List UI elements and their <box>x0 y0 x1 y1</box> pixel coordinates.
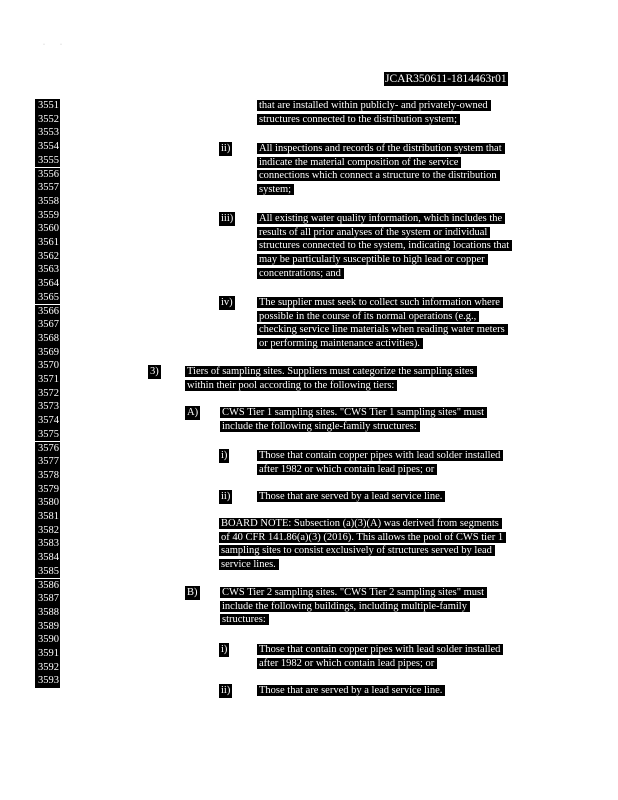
document-id-header: JCAR350611-1814463r01 <box>385 73 507 85</box>
text-line: system; <box>257 184 294 195</box>
text-line: Those that contain copper pipes with lead solder installed <box>257 450 503 461</box>
text-line: include the following single-family structures: <box>220 421 420 432</box>
text-line: CWS Tier 1 sampling sites. "CWS Tier 1 sampling sites" must <box>220 407 487 418</box>
board-note-block <box>219 517 506 572</box>
item-label-iv: iv) <box>221 297 233 308</box>
text-line: All existing water quality information, which includes the <box>257 213 505 224</box>
text-line: The supplier must seek to collect such information where <box>257 297 503 308</box>
line-number: 3583 <box>35 537 60 551</box>
text-line: connections which connect a structure to the distribution <box>257 170 500 181</box>
text-line: include the following buildings, including multiple-family <box>220 601 470 612</box>
text-block-6 <box>257 449 503 476</box>
line-number: 3556 <box>35 168 60 182</box>
text-block-10 <box>257 643 503 670</box>
line-number: 3582 <box>35 524 60 538</box>
line-number: 3561 <box>35 236 60 250</box>
line-number: 3553 <box>35 126 60 140</box>
line-number: 3577 <box>35 455 60 469</box>
text-block-4 <box>185 365 477 392</box>
item-label-ii-c: ii) <box>221 685 231 696</box>
line-number: 3559 <box>35 209 60 223</box>
text-block-11 <box>257 684 445 698</box>
line-number: 3585 <box>35 565 60 579</box>
line-number: 3575 <box>35 428 60 442</box>
text-line: within their pool according to the following tiers: <box>185 380 397 391</box>
item-label-ii: ii) <box>221 143 231 154</box>
line-number: 3586 <box>35 579 60 593</box>
item-label-ii-b: ii) <box>221 491 231 502</box>
item-label-B: B) <box>187 587 198 598</box>
text-line: CWS Tier 2 sampling sites. "CWS Tier 2 sampling sites" must <box>220 587 487 598</box>
text-block-0 <box>257 99 491 126</box>
line-number: 3563 <box>35 263 60 277</box>
text-line: sampling sites to consist exclusively of structures served by lead <box>219 545 495 556</box>
text-line: indicate the material composition of the service <box>257 157 461 168</box>
text-line: structures: <box>220 614 269 625</box>
text-line: Those that are served by a lead service line. <box>257 491 445 502</box>
line-number: 3572 <box>35 387 60 401</box>
text-line: that are installed within publicly- and privately-owned <box>257 100 491 111</box>
line-number: 3568 <box>35 332 60 346</box>
item-label-i-b: i) <box>221 644 228 655</box>
item-label-A: A) <box>187 407 199 418</box>
text-line: checking service line materials when reading water meters <box>257 324 508 335</box>
line-number: 3557 <box>35 181 60 195</box>
text-line: structures connected to the system, indicating locations that <box>257 240 512 251</box>
line-number: 3566 <box>35 305 60 319</box>
line-number: 3589 <box>35 620 60 634</box>
text-line: after 1982 or which contain lead pipes; or <box>257 464 437 475</box>
text-block-1 <box>257 142 505 197</box>
item-label-i: i) <box>221 450 228 461</box>
text-line: service lines. <box>219 559 279 570</box>
line-number: 3584 <box>35 551 60 565</box>
text-line: results of all prior analyses of the system or individual <box>257 227 490 238</box>
scan-speckle: · · <box>43 42 62 48</box>
line-number: 3591 <box>35 647 60 661</box>
text-block-7 <box>257 490 445 504</box>
line-number: 3593 <box>35 674 60 688</box>
line-number: 3578 <box>35 469 60 483</box>
item-label-iii: iii) <box>221 213 234 224</box>
line-number: 3558 <box>35 195 60 209</box>
line-number: 3570 <box>35 359 60 373</box>
text-block-5 <box>220 406 487 433</box>
text-line: concentrations; and <box>257 268 344 279</box>
line-number: 3571 <box>35 373 60 387</box>
text-line: Those that contain copper pipes with lead solder installed <box>257 644 503 655</box>
line-number: 3592 <box>35 661 60 675</box>
line-number: 3555 <box>35 154 60 168</box>
line-number: 3567 <box>35 318 60 332</box>
text-line: Tiers of sampling sites. Suppliers must categorize the sampling sites <box>185 366 477 377</box>
line-number: 3560 <box>35 222 60 236</box>
line-number: 3576 <box>35 442 60 456</box>
text-block-3 <box>257 296 508 351</box>
line-number: 3565 <box>35 291 60 305</box>
text-line: structures connected to the distribution system; <box>257 114 460 125</box>
line-number: 3569 <box>35 346 60 360</box>
line-number: 3588 <box>35 606 60 620</box>
line-number: 3552 <box>35 113 60 127</box>
text-block-9 <box>220 586 487 627</box>
text-line: after 1982 or which contain lead pipes; or <box>257 658 437 669</box>
line-number: 3554 <box>35 140 60 154</box>
line-number: 3574 <box>35 414 60 428</box>
text-line: may be particularly susceptible to high lead or copper <box>257 254 488 265</box>
line-number: 3564 <box>35 277 60 291</box>
text-line: Those that are served by a lead service line. <box>257 685 445 696</box>
line-number: 3562 <box>35 250 60 264</box>
line-number: 3579 <box>35 483 60 497</box>
line-number: 3551 <box>35 99 60 113</box>
text-block-2 <box>257 212 512 281</box>
text-line: All inspections and records of the distribution system that <box>257 143 505 154</box>
text-line: or performing maintenance activities). <box>257 338 423 349</box>
line-number: 3581 <box>35 510 60 524</box>
line-number: 3590 <box>35 633 60 647</box>
text-line: possible in the course of its normal operations (e.g., <box>257 311 479 322</box>
line-number: 3587 <box>35 592 60 606</box>
text-line: of 40 CFR 141.86(a)(3) (2016). This allows the pool of CWS tier 1 <box>219 532 506 543</box>
section-label-3: 3) <box>150 366 159 377</box>
line-number: 3580 <box>35 496 60 510</box>
line-number: 3573 <box>35 400 60 414</box>
text-line: BOARD NOTE: Subsection (a)(3)(A) was derived from segments <box>219 518 502 529</box>
